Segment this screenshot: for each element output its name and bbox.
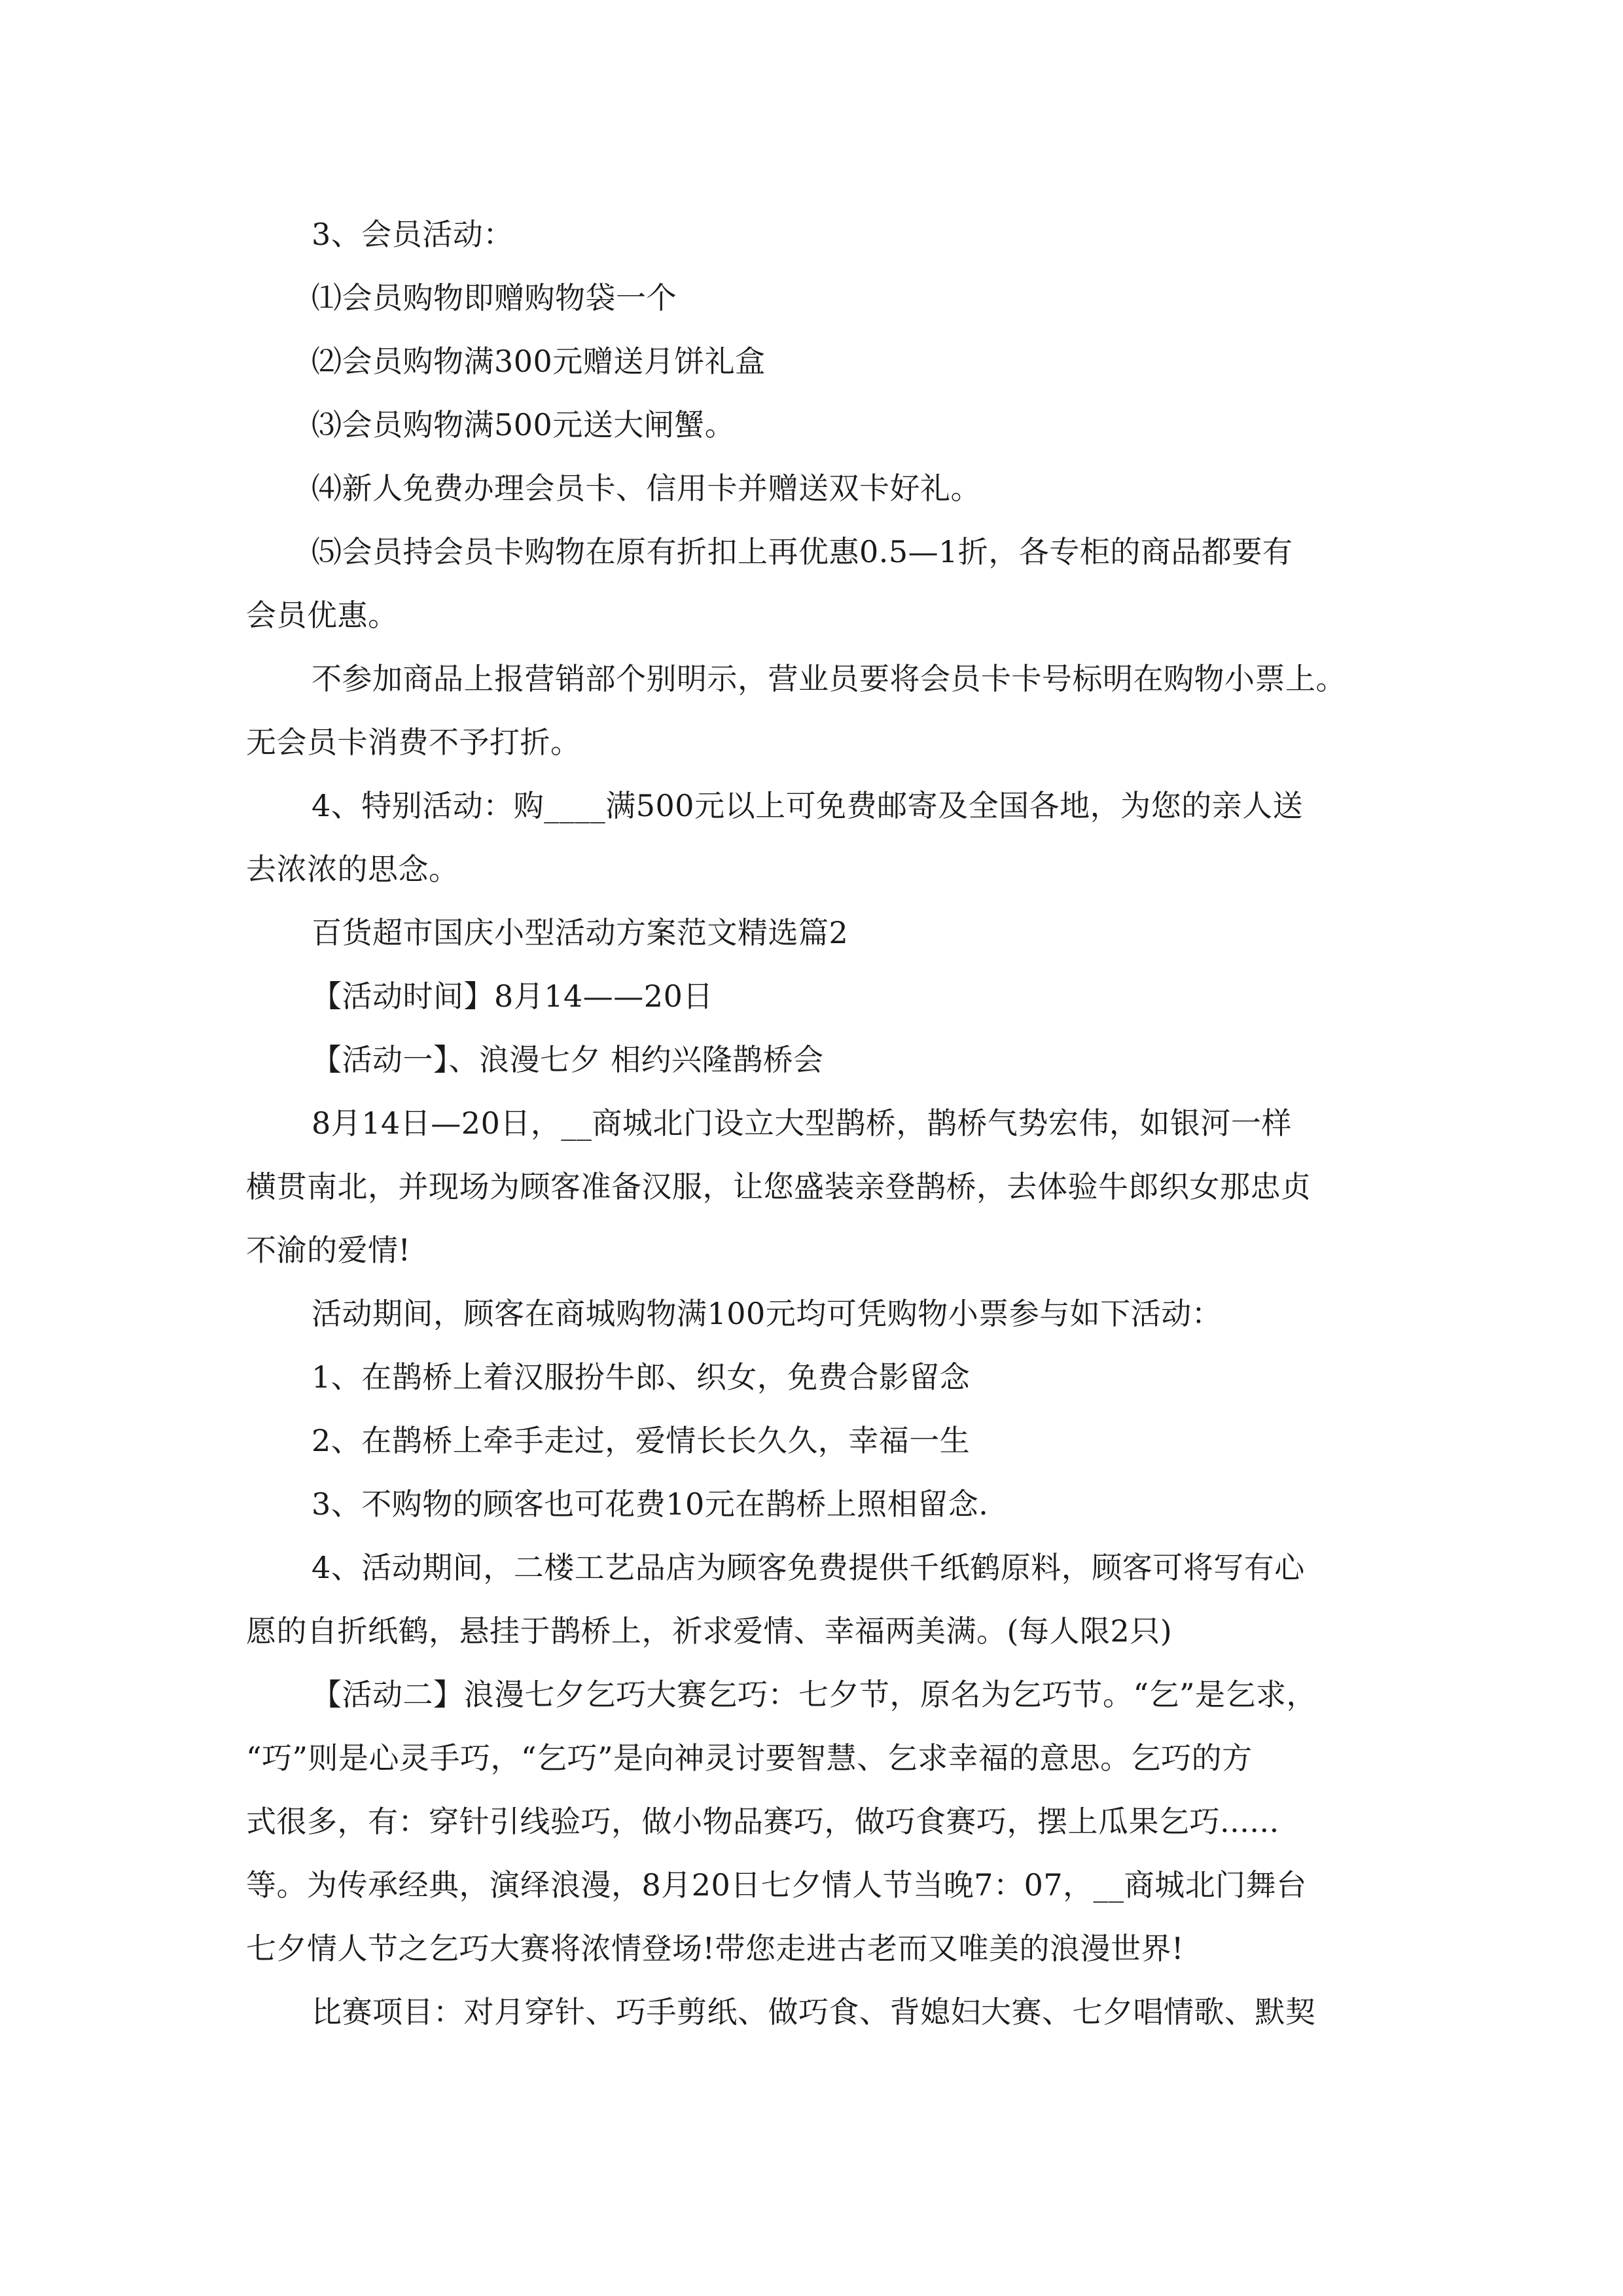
text-line: 会员优惠。	[246, 598, 399, 633]
paragraph-line: 不参加商品上报营销部个别明示，营业员要将会员卡卡号标明在购物小票上。	[312, 661, 1346, 696]
text-line: 去浓浓的思念。	[246, 852, 459, 887]
text-line: 愿的自折纸鹤，悬挂于鹊桥上，祈求爱情、幸福两美满。(每人限2只)	[246, 1613, 1173, 1649]
section-heading: 4、特别活动：购____满500元以上可免费邮寄及全国各地，为您的亲人送	[312, 788, 1304, 823]
text-line: 不渝的爱情!	[246, 1232, 411, 1268]
list-item: ⑴会员购物即赠购物袋一个	[312, 280, 677, 315]
article-title: 百货超市国庆小型活动方案范文精选篇2	[312, 915, 849, 950]
text-line: “巧”则是心灵手巧，“乞巧”是向神灵讨要智慧、乞求幸福的意思。乞巧的方	[246, 1740, 1253, 1776]
list-item: 2、在鹊桥上牵手走过，爱情长长久久，幸福一生	[312, 1423, 971, 1458]
paragraph-line: 活动期间，顾客在商城购物满100元均可凭购物小票参与如下活动：	[312, 1296, 1222, 1331]
paragraph-line: 8月14日—20日，__商城北门设立大型鹊桥，鹊桥气势宏伟，如银河一样	[312, 1105, 1292, 1141]
text-line: 无会员卡消费不予打折。	[246, 725, 581, 760]
activity-two-heading: 【活动二】浪漫七夕乞巧大赛乞巧：七夕节，原名为乞巧节。“乞”是乞求，	[312, 1677, 1317, 1712]
list-item: 4、活动期间，二楼工艺品店为顾客免费提供千纸鹤原料，顾客可将写有心	[312, 1550, 1305, 1585]
text-line: 横贯南北，并现场为顾客准备汉服，让您盛装亲登鹊桥，去体验牛郎织女那忠贞	[246, 1169, 1311, 1204]
list-item: ⑶会员购物满500元送大闸蟹。	[312, 407, 736, 442]
text-line: 式很多，有：穿针引线验巧，做小物品赛巧，做巧食赛巧，摆上瓜果乞巧......	[246, 1804, 1279, 1839]
list-item: 1、在鹊桥上着汉服扮牛郎、织女，免费合影留念	[312, 1359, 971, 1395]
list-item: ⑷新人免费办理会员卡、信用卡并赠送双卡好礼。	[312, 471, 981, 506]
document-body	[246, 203, 1398, 2044]
list-item: ⑵会员购物满300元赠送月饼礼盒	[312, 344, 766, 379]
activity-one-heading: 【活动一】、浪漫七夕 相约兴隆鹊桥会	[312, 1042, 824, 1077]
activity-time: 【活动时间】8月14——20日	[312, 978, 713, 1014]
text-line: 等。为传承经典，演绎浪漫，8月20日七夕情人节当晚7：07，__商城北门舞台	[246, 1867, 1307, 1903]
text-line: 七夕情人节之乞巧大赛将浓情登场!带您走进古老而又唯美的浪漫世界!	[246, 1931, 1184, 1966]
list-item: ⑸会员持会员卡购物在原有折扣上再优惠0.5—1折，各专柜的商品都要有	[312, 534, 1293, 569]
section-heading: 3、会员活动：	[312, 217, 514, 252]
paragraph-line: 比赛项目：对月穿针、巧手剪纸、做巧食、背媳妇大赛、七夕唱情歌、默契	[312, 1994, 1316, 2030]
list-item: 3、不购物的顾客也可花费10元在鹊桥上照相留念.	[312, 1486, 989, 1522]
